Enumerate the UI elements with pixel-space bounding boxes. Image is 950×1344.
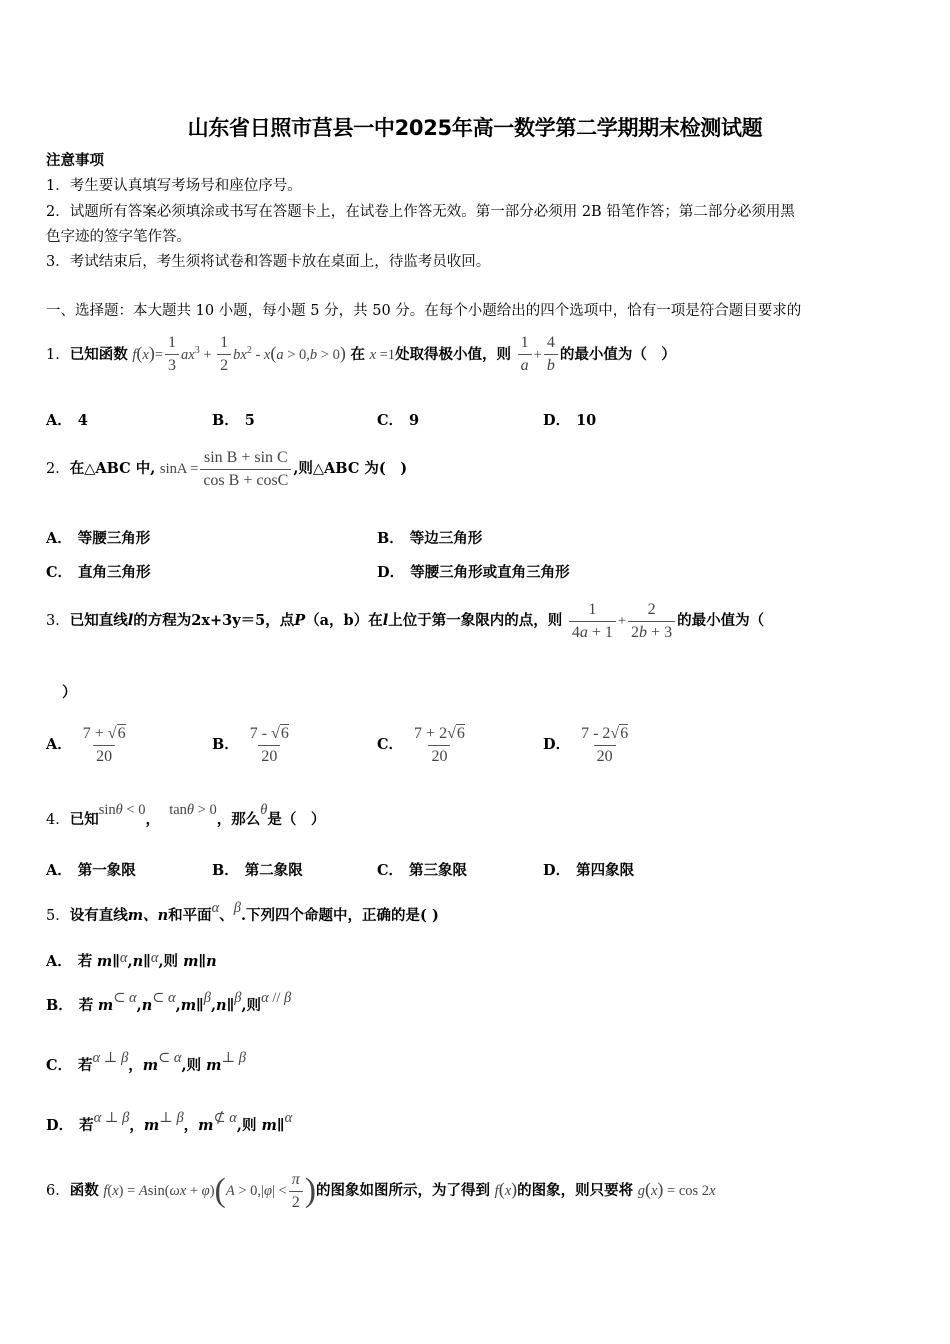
formula: x =1	[369, 346, 396, 363]
question-4: 4．已知sinθ < 0， tanθ > 0，那么θ是（ ）	[46, 802, 326, 828]
question-2	[46, 445, 407, 493]
q3-option-d[interactable]: D． $\frac{7 - 2√6}{20}$	[543, 722, 633, 768]
q4-option-d[interactable]: D． 第四象限	[543, 862, 635, 879]
q5-option-a[interactable]: A． 若 m∥α,n∥α,则 m∥n	[46, 950, 217, 970]
question-text: 已知函数	[69, 345, 128, 363]
q3-close-paren: ）	[62, 684, 77, 701]
notice-item-3: 色字迹的签字笔作答。	[46, 229, 191, 245]
question-text: 处取得极小值，则	[395, 345, 512, 363]
question-number: 4．	[46, 812, 70, 828]
question-6: 6．函数 f(x) = Asin(ωx + φ)(A > 0,|φ| < $\frac{\pi}{2}$ )的图象如图所示，为了得到 f(x)的图象，则只要将 g(x) = cos 2x	[46, 1164, 716, 1216]
question-3: 3．已知直线l的方程为2x+3y＝5，点P（a，b）在l上位于第一象限内的点，则 $\frac{1}{4a + 1}$ + $\frac{2}{2b + 3}$ 的最小值为（	[46, 596, 764, 646]
q1-option-d[interactable]: D． 10	[543, 412, 597, 429]
question-number: 1．	[46, 346, 70, 363]
q2-option-a[interactable]: A． 等腰三角形	[46, 530, 151, 547]
q1-option-c[interactable]: C． 9	[377, 412, 420, 429]
formula: $\frac{1}{a}$ + $\frac{4}{b}$	[516, 347, 560, 363]
q2-option-b[interactable]: B． 等边三角形	[377, 530, 483, 547]
question-5: 5．设有直线m、n和平面α、β.下列四个命题中，正确的是( )	[46, 900, 439, 924]
section-1-heading: 一、选择题：本大题共 10 小题，每小题 5 分，共 50 分。在每个小题给出的四个选项中，恰有一项是符合题目要求的	[46, 303, 802, 319]
q5-option-b[interactable]: B． 若 m⊂ α,n⊂ α,m∥β,n∥β,则α // β	[46, 990, 292, 1014]
formula: f(x)= $\frac{1}{3}$ $ax^3$ + $\frac{1}{2}$ $bx^2 - x(a > 0,b > 0)$	[132, 347, 346, 363]
q4-option-b[interactable]: B． 第二象限	[212, 862, 303, 879]
q3-option-b[interactable]: B． $\frac{7 - √6}{20}$	[212, 722, 294, 768]
q2-option-d[interactable]: D． 等腰三角形或直角三角形	[377, 564, 570, 581]
formula: f(x) = Asin(ωx + φ)(A > 0,|φ| < $\frac{\pi}{2}$ )	[103, 1183, 316, 1199]
question-text: 在△ABC 中,	[69, 460, 156, 477]
question-number: 5．	[46, 908, 70, 924]
formula: $\frac{1}{4a + 1}$ + $\frac{2}{2b + 3}$	[567, 613, 677, 629]
question-text: ,则△ABC 为( )	[293, 460, 408, 477]
notice-item-2: 2．试题所有答案必须填涂或书写在答题卡上，在试卷上作答无效。第一部分必须用 2B 铅笔作答；第二部分必须用黑	[46, 204, 795, 220]
page-title: 山东省日照市莒县一中2025年高一数学第二学期期末检测试题	[187, 116, 763, 140]
q4-option-a[interactable]: A． 第一象限	[46, 862, 136, 879]
question-1	[46, 328, 676, 378]
notice-item-1: 1．考生要认真填写考场号和座位序号。	[46, 178, 302, 194]
formula: sinA = $\frac{\text{sin B + sin C}}{\text{cos B + cosC}}$	[160, 461, 293, 477]
q2-option-c[interactable]: C． 直角三角形	[46, 564, 151, 581]
question-text: 在	[350, 345, 365, 363]
q3-option-c[interactable]: C． $\frac{7 + 2√6}{20}$	[377, 722, 470, 768]
q5-option-c[interactable]: C． 若α ⊥ β，m⊂ α,则 m⊥ β	[46, 1050, 246, 1074]
notice-item-4: 3．考试结束后，考生须将试卷和答题卡放在桌面上，待监考员收回。	[46, 254, 491, 270]
q1-option-a[interactable]: A． 4	[46, 412, 88, 429]
question-number: 3．	[46, 613, 70, 629]
question-text: 的最小值为（ ）	[559, 345, 676, 363]
question-number: 6．	[46, 1183, 70, 1199]
q3-option-a[interactable]: A． $\frac{7 + √6}{20}$	[46, 722, 131, 768]
notice-heading: 注意事项	[46, 152, 104, 169]
q5-option-d[interactable]: D． 若α ⊥ β，m⊥ β，m⊄ α,则 m∥α	[46, 1110, 293, 1134]
q1-option-b[interactable]: B． 5	[212, 412, 255, 429]
q4-option-c[interactable]: C． 第三象限	[377, 862, 468, 879]
question-number: 2．	[46, 461, 70, 477]
formula: g(x) = cos 2x	[637, 1179, 716, 1199]
formula: f(x)	[494, 1179, 518, 1199]
